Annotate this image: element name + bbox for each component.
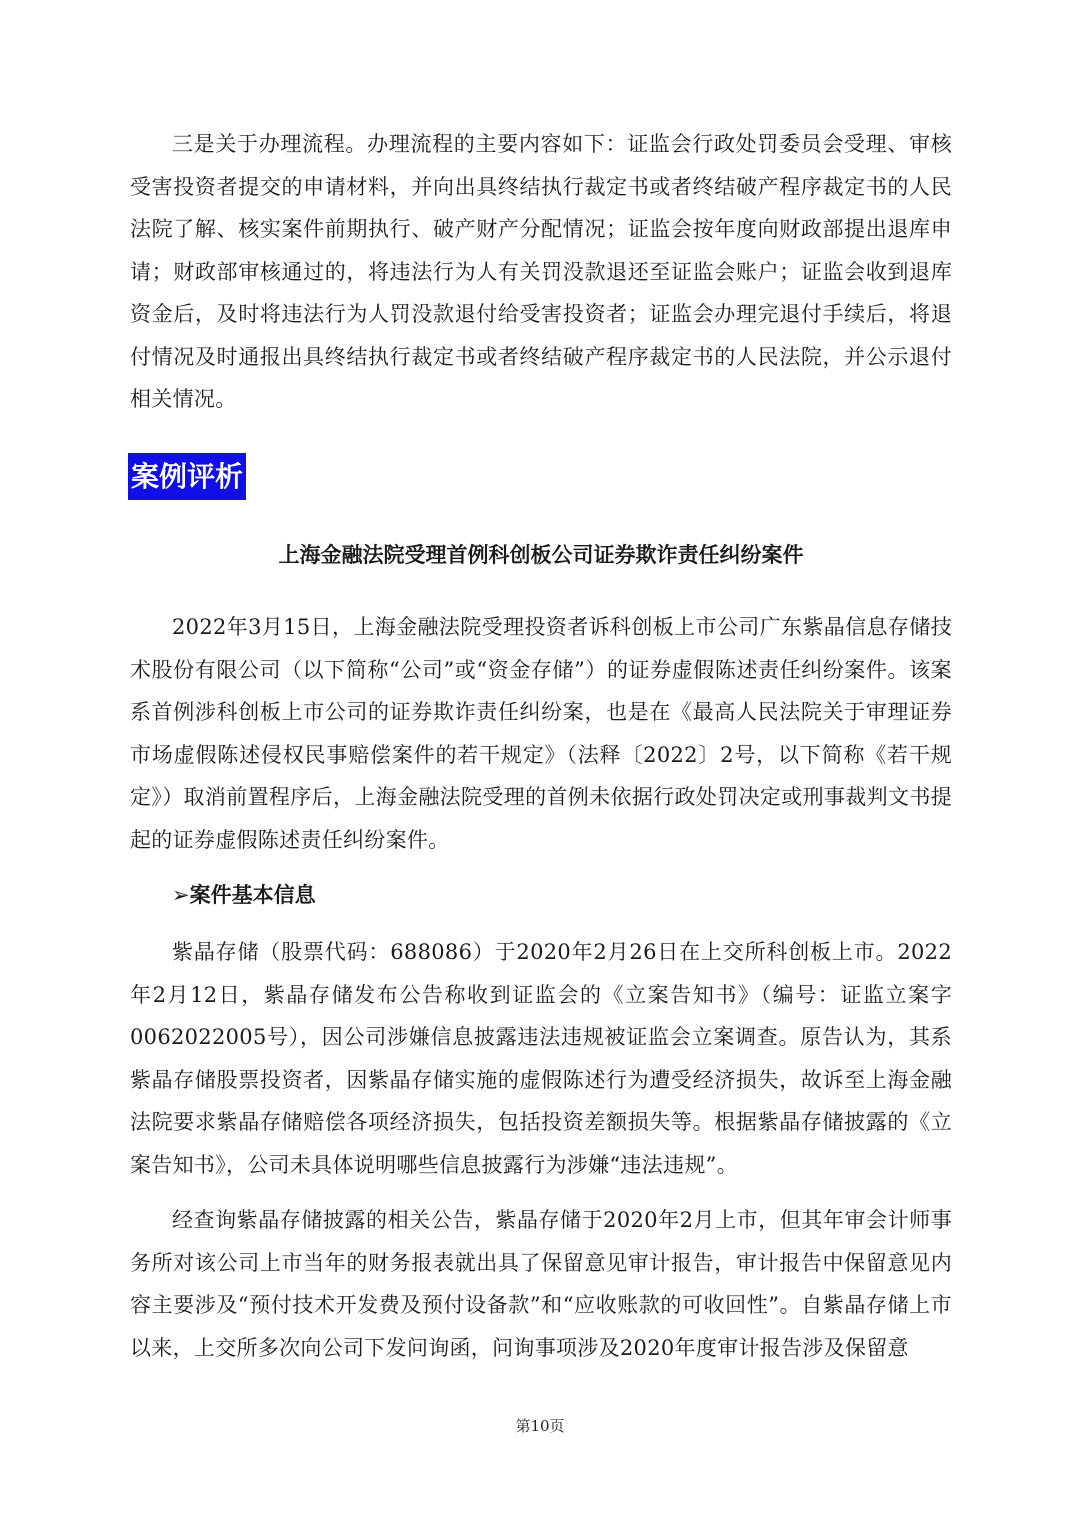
subheading-case-info: ➢案件基本信息 xyxy=(172,883,316,907)
page-number: 第10页 xyxy=(515,1417,565,1435)
section-heading: 案例评析 xyxy=(128,453,246,500)
paragraph-case-intro: 2022年3月15日，上海金融法院受理投资者诉科创板上市公司广东紫晶信息存储技术股份有限公司（以下简称“公司”或“资金存储”）的证券虚假陈述责任纠纷案件。该案系首例涉科创板上市公司的证券欺诈责任纠纷案，也是在《最高人民法院关于审理证券市场虚假陈述侵权民事赔偿案件的若干规定》（法释〔2022〕2号，以下简称《若干规定》）取消前置程序后，上海金融法院受理的首例未依据行政处罚决定或刑事裁判文书提起的证券虚假陈述责任纠纷案件。 xyxy=(130,615,952,852)
paragraph-audit: 经查询紫晶存储披露的相关公告，紫晶存储于2020年2月上市，但其年审会计师事务所对该公司上市当年的财务报表就出具了保留意见审计报告，审计报告中保留意见内容主要涉及“预付技术开发费及预付设备款”和“应收账款的可收回性”。自紫晶存储上市以来，上交所多次向公司下发问询函，问询事项涉及2020年度审计报告涉及保留意 xyxy=(130,1208,952,1360)
paragraph-process: 三是关于办理流程。办理流程的主要内容如下：证监会行政处罚委员会受理、审核受害投资者提交的申请材料，并向出具终结执行裁定书或者终结破产程序裁定书的人民法院了解、核实案件前期执行、破产财产分配情况；证监会按年度向财政部提出退库申请；财政部审核通过的，将违法行为人有关罚没款退还至证监会账户；证监会收到退库资金后，及时将违法行为人罚没款退付给受害投资者；证监会办理完退付手续后，将退付情况及时通报出具终结执行裁定书或者终结破产程序裁定书的人民法院，并公示退付相关情况。 xyxy=(130,132,952,411)
paragraph-case-info: 紫晶存储（股票代码：688086）于2020年2月26日在上交所科创板上市。2022年2月12日，紫晶存储发布公告称收到证监会的《立案告知书》（编号：证监立案字0062022005号），因公司涉嫌信息披露违法违规被证监会立案调查。原告认为，其系紫晶存储股票投资者，因紫晶存储实施的虚假陈述行为遭受经济损失，故诉至上海金融法院要求紫晶存储赔偿各项经济损失，包括投资差额损失等。根据紫晶存储披露的《立案告知书》，公司未具体说明哪些信息披露行为涉嫌“违法违规”。 xyxy=(130,940,952,1177)
case-title: 上海金融法院受理首例科创板公司证券欺诈责任纠纷案件 xyxy=(278,543,804,567)
